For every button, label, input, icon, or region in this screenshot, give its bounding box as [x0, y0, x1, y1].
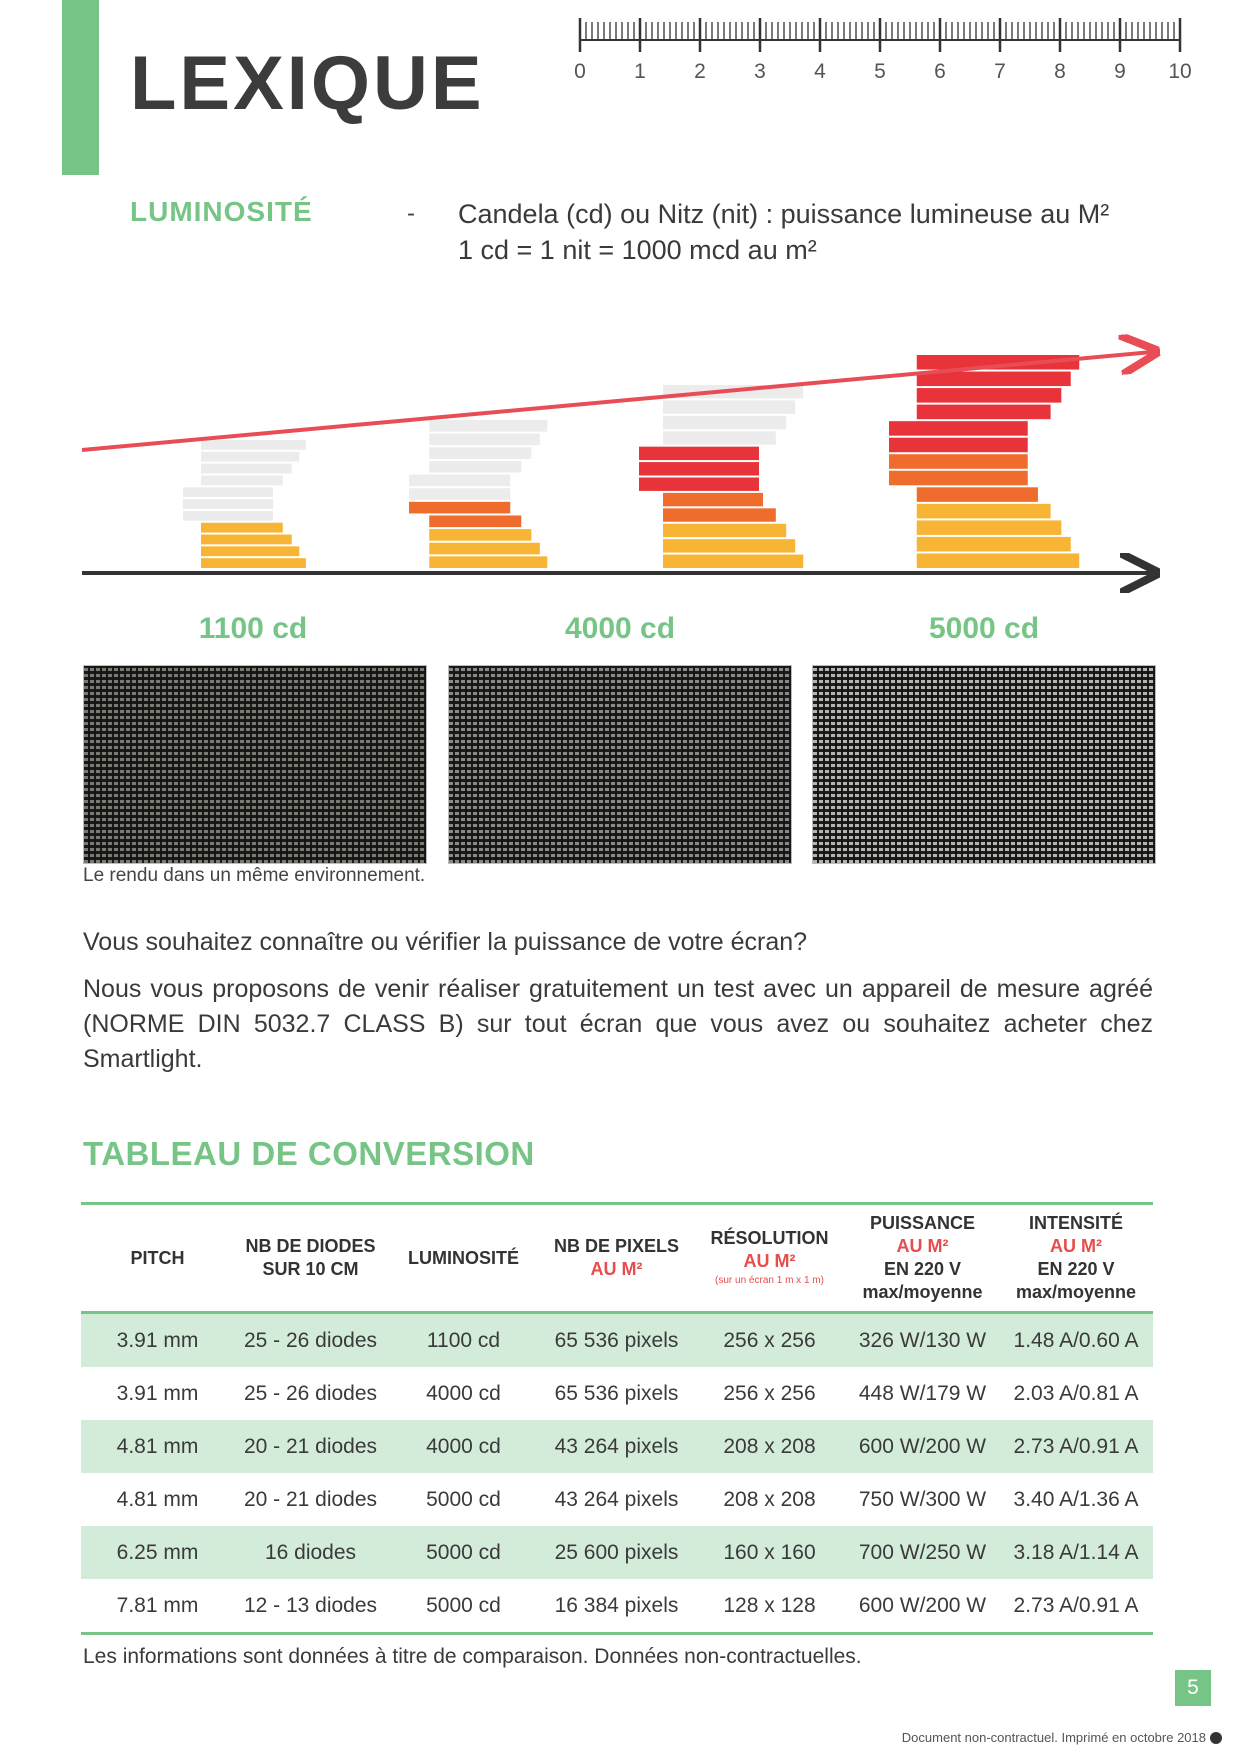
- brightness-label-3: 5000 cd: [928, 612, 1040, 645]
- table-cell: 20 - 21 diodes: [234, 1420, 387, 1473]
- ruler-label: 0: [574, 60, 586, 83]
- table-row: [81, 1313, 1153, 1368]
- table-cell: 65 536 pixels: [540, 1313, 693, 1368]
- euro-stripe: [409, 488, 510, 500]
- table-cell: 25 600 pixels: [540, 1526, 693, 1579]
- ruler-label: 4: [814, 60, 826, 83]
- footer-text: Document non-contractuel. Imprimé en octobre 2018: [901, 1730, 1206, 1745]
- euro-stripe: [201, 523, 283, 533]
- euro-stripe: [429, 447, 531, 459]
- definition-line-1: Candela (cd) ou Nitz (nit) : puissance lumineuse au M²: [458, 199, 1110, 229]
- euro-stripe: [201, 464, 292, 474]
- definition-dash: -: [407, 200, 415, 227]
- page-footer: [902, 1730, 1222, 1745]
- header-resolution: RÉSOLUTION AU M² (sur un écran 1 m x 1 m): [710, 1228, 829, 1286]
- euro-stripe: [429, 461, 521, 473]
- euro-stripe: [917, 487, 1038, 502]
- ruler-label: 3: [754, 60, 766, 83]
- header-pitch: PITCH: [130, 1247, 185, 1268]
- euro-stripe: [201, 535, 292, 545]
- brightness-label-1: 1100 cd: [198, 612, 308, 645]
- led-panel-5000cd: [812, 665, 1156, 864]
- brightness-label-2: 4000 cd: [564, 612, 676, 645]
- table-cell: 3.91 mm: [81, 1313, 234, 1368]
- table-cell: 43 264 pixels: [540, 1420, 693, 1473]
- table-row: [81, 1526, 1153, 1579]
- table-cell: 600 W/200 W: [846, 1420, 999, 1473]
- euro-stripe: [639, 462, 759, 475]
- question-paragraph: Vous souhaitez connaître ou vérifier la puissance de votre écran?: [83, 928, 808, 956]
- euro-stripe: [889, 471, 1028, 486]
- definition-line-2: 1 cd = 1 nit = 1000 mcd au m²: [458, 235, 817, 265]
- table-title: TABLEAU DE CONVERSION: [83, 1135, 535, 1172]
- euro-stripe: [429, 434, 540, 446]
- page-number: 5: [1175, 1670, 1211, 1706]
- euro-stripe: [409, 475, 510, 487]
- ruler-ticks: [570, 14, 1190, 58]
- euro-icon: [409, 420, 547, 568]
- table-cell: 600 W/200 W: [858, 1593, 987, 1617]
- euro-stripe: [663, 508, 776, 521]
- euro-stripe: [201, 546, 299, 556]
- euro-stripe: [917, 520, 1062, 535]
- euro-stripe: [429, 420, 547, 432]
- ruler-label: 2: [694, 60, 706, 83]
- euro-stripe: [917, 537, 1071, 552]
- table-footnote: Les informations sont données à titre de comparaison. Données non-contractuelles.: [83, 1645, 862, 1668]
- header-luminosite: LUMINOSITÉ: [408, 1247, 519, 1268]
- table-cell: 1100 cd: [387, 1313, 540, 1368]
- euro-stripe: [889, 421, 1028, 436]
- euro-stripe: [183, 511, 273, 521]
- offer-paragraph: Nous vous proposons de venir réaliser gratuitement un test avec un appareil de mesure agréé (NORME DIN 5032.7 CLASS B) sur tout écran que vous avez ou souhaitez acheter chez Smartlight.: [83, 975, 1153, 1073]
- euro-stripe: [663, 493, 763, 506]
- table-cell: 448 W/179 W: [858, 1381, 987, 1405]
- brightness-illustration: [70, 330, 1170, 600]
- euro-stripe: [429, 543, 540, 555]
- led-panel-4000cd: [448, 665, 792, 864]
- table-header-row: [81, 1204, 1153, 1313]
- euro-stripe: [183, 499, 273, 509]
- euro-stripe: [429, 515, 521, 527]
- table-cell: 160 x 160: [693, 1526, 846, 1579]
- table-row: [81, 1420, 1153, 1473]
- table-row: [81, 1473, 1153, 1526]
- euro-stripe: [201, 452, 299, 462]
- ruler-label: 9: [1114, 60, 1126, 83]
- page-title: LEXIQUE: [130, 41, 485, 126]
- euro-stripe: [201, 440, 306, 450]
- header-diodes: NB DE DIODES SUR 10 CM: [245, 1236, 376, 1279]
- table-cell: 2.73 A/0.91 A: [999, 1420, 1153, 1473]
- definition-term: LUMINOSITÉ: [130, 196, 313, 227]
- table-cell: 700 W/250 W: [846, 1526, 999, 1579]
- table-cell: 20 - 21 diodes: [243, 1487, 378, 1511]
- table-cell: 7.81 mm: [116, 1593, 199, 1617]
- euro-stripe: [889, 438, 1028, 453]
- euro-stripe: [917, 504, 1051, 519]
- ruler-label: 6: [934, 60, 946, 83]
- table-cell: 326 W/130 W: [846, 1313, 999, 1368]
- image-caption: Le rendu dans un même environnement.: [83, 865, 426, 886]
- ruler-label: 8: [1054, 60, 1066, 83]
- euro-stripe: [639, 478, 759, 491]
- ruler-label: 10: [1168, 60, 1192, 83]
- header-puissance: PUISSANCE AU M² EN 220 V max/moyenne: [862, 1213, 983, 1302]
- euro-stripe: [663, 431, 776, 444]
- table-row: [81, 1579, 1153, 1634]
- euro-stripe: [409, 502, 510, 514]
- table-cell: 208 x 208: [693, 1420, 846, 1473]
- table-cell: 3.18 A/1.14 A: [999, 1526, 1153, 1579]
- euro-stripe: [663, 539, 795, 552]
- euro-stripe: [889, 454, 1028, 469]
- table-cell: 3.91 mm: [116, 1381, 199, 1405]
- table-cell: 25 - 26 diodes: [234, 1313, 387, 1368]
- euro-stripe: [429, 556, 547, 568]
- ruler-label: 7: [994, 60, 1006, 83]
- euro-stripe: [639, 447, 759, 460]
- euro-icon: [639, 385, 803, 568]
- table-cell: 750 W/300 W: [858, 1487, 987, 1511]
- euro-stripe: [183, 487, 273, 497]
- euro-stripe: [663, 400, 795, 413]
- table-row: [81, 1367, 1153, 1420]
- euro-stripe: [917, 553, 1080, 568]
- footer-dot-icon: [1210, 1732, 1222, 1744]
- euro-stripe: [201, 475, 283, 485]
- table-cell: 1.48 A/0.60 A: [999, 1313, 1153, 1368]
- euro-stripe: [663, 524, 786, 537]
- euro-stripe: [917, 372, 1071, 387]
- table-cell: 208 x 208: [723, 1487, 816, 1511]
- table-cell: 6.25 mm: [81, 1526, 234, 1579]
- table-cell: 5000 cd: [426, 1487, 501, 1511]
- euro-stripe: [429, 529, 531, 541]
- table-cell: 4.81 mm: [116, 1487, 199, 1511]
- euro-stripe: [917, 388, 1062, 403]
- table-cell: 4000 cd: [387, 1420, 540, 1473]
- header-pixels: NB DE PIXELS AU M²: [553, 1236, 680, 1279]
- table-cell: 2.03 A/0.81 A: [1013, 1381, 1139, 1405]
- euro-icon: [889, 355, 1079, 568]
- table-cell: 2.73 A/0.91 A: [1013, 1593, 1139, 1617]
- header-intensite: INTENSITÉ AU M² EN 220 V max/moyenne: [1015, 1213, 1137, 1302]
- euro-stripe: [201, 558, 306, 568]
- euro-icon: [183, 440, 306, 568]
- table-cell: 3.40 A/1.36 A: [1013, 1487, 1139, 1511]
- definition-text: [458, 196, 1109, 268]
- led-panel-1100cd: [83, 665, 427, 864]
- table-cell: 128 x 128: [723, 1593, 816, 1617]
- table-cell: 256 x 256: [693, 1313, 846, 1368]
- table-cell: 5000 cd: [387, 1526, 540, 1579]
- table-cell: 4.81 mm: [81, 1420, 234, 1473]
- table-cell: 4000 cd: [426, 1381, 501, 1405]
- euro-stripe: [663, 416, 786, 429]
- table-cell: 16 384 pixels: [554, 1593, 679, 1617]
- table-cell: 256 x 256: [723, 1381, 816, 1405]
- table-cell: 12 - 13 diodes: [243, 1593, 378, 1617]
- table-cell: 25 - 26 diodes: [243, 1381, 378, 1405]
- table-cell: 16 diodes: [234, 1526, 387, 1579]
- ruler-label: 5: [874, 60, 886, 83]
- table-cell: 43 264 pixels: [554, 1487, 679, 1511]
- conversion-table: [81, 1202, 1153, 1635]
- table-cell: 5000 cd: [426, 1593, 501, 1617]
- ruler-label: 1: [634, 60, 646, 83]
- euro-stripe: [917, 405, 1051, 420]
- euro-stripe: [663, 555, 803, 568]
- ruler: [570, 14, 1190, 94]
- table-cell: 65 536 pixels: [554, 1381, 679, 1405]
- header-accent-bar: [62, 0, 99, 175]
